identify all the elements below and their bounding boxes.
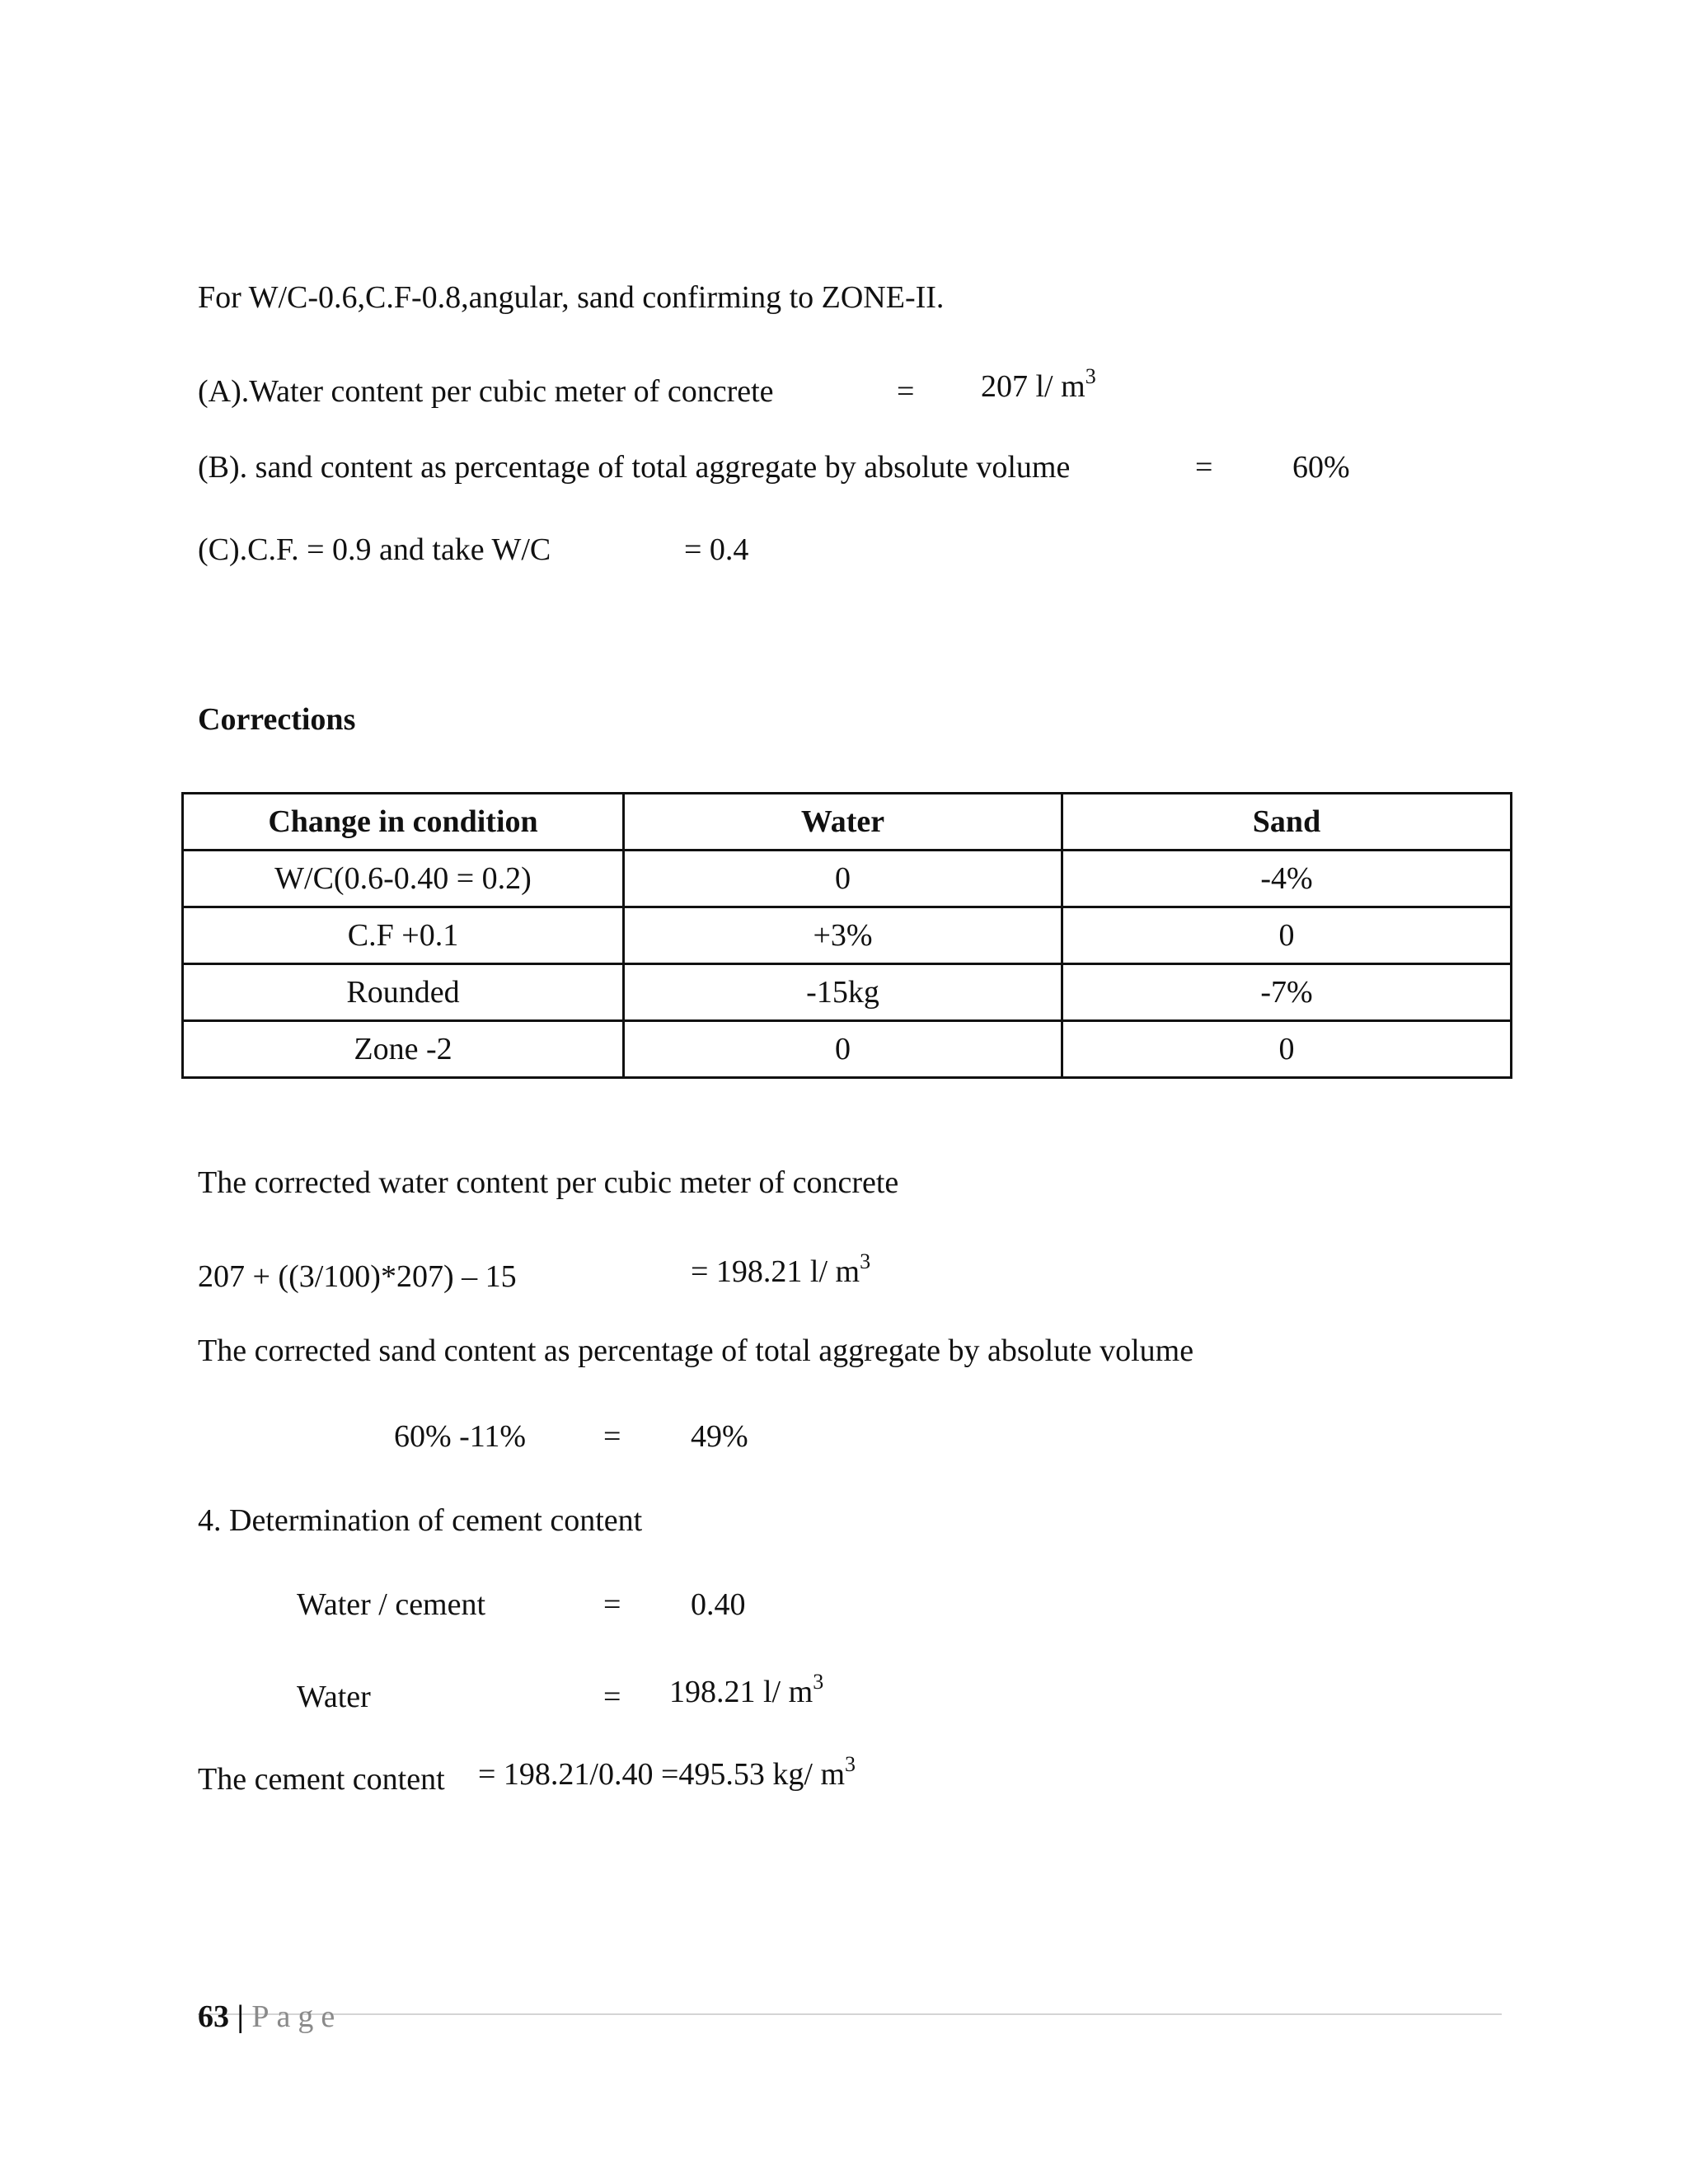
wc-value: 0.40	[691, 1587, 746, 1622]
line-b-label: (B). sand content as percentage of total aggregate by absolute volume	[198, 450, 1071, 485]
corrected-sand-equals: =	[603, 1419, 621, 1454]
line-a-value: 207 l/ $m^3$	[981, 364, 1096, 404]
cell-condition: Zone -2	[183, 1021, 624, 1078]
table-row	[183, 964, 1512, 1021]
water-equals: =	[603, 1680, 621, 1714]
table-row	[183, 907, 1512, 964]
header-water: Water	[624, 794, 1062, 851]
water-value: 198.21 l/ $m^3$	[669, 1670, 824, 1709]
cell-sand: -4%	[1062, 851, 1512, 907]
corrections-table	[181, 792, 1512, 1079]
table-row	[183, 851, 1512, 907]
cell-condition: Rounded	[183, 964, 624, 1021]
table-row	[183, 1021, 1512, 1078]
cell-water: -15kg	[624, 964, 1062, 1021]
header-change-in-condition: Change in condition	[183, 794, 624, 851]
cell-water: 0	[624, 851, 1062, 907]
cement-content-value: = 198.21/0.40 =495.53 kg/ $m^3$	[478, 1752, 856, 1792]
page-separator: |	[237, 1999, 244, 2034]
cell-water: +3%	[624, 907, 1062, 964]
page-word: Page	[251, 1999, 343, 2034]
cell-condition: W/C(0.6-0.40 = 0.2)	[183, 851, 624, 907]
line-c-label: (C).C.F. = 0.9 and take W/C	[198, 532, 551, 567]
wc-label: Water / cement	[297, 1587, 486, 1622]
cell-water: 0	[624, 1021, 1062, 1078]
cell-sand: -7%	[1062, 964, 1512, 1021]
wc-equals: =	[603, 1587, 621, 1622]
cell-sand: 0	[1062, 1021, 1512, 1078]
intro-text: For W/C-0.6,C.F-0.8,angular, sand confirming to ZONE-II.	[198, 280, 945, 315]
cement-heading: 4. Determination of cement content	[198, 1503, 643, 1538]
page-number: 63	[198, 1999, 229, 2034]
line-b-value: 60%	[1292, 450, 1350, 485]
cell-sand: 0	[1062, 907, 1512, 964]
water-label: Water	[297, 1680, 371, 1714]
line-b-equals: =	[1195, 450, 1213, 485]
line-a-equals: =	[897, 374, 915, 409]
corrected-sand-title: The corrected sand content as percentage of total aggregate by absolute volume	[198, 1333, 1194, 1368]
cell-condition: C.F +0.1	[183, 907, 624, 964]
corrected-water-value: = 198.21 l/ $m^3$	[691, 1249, 871, 1289]
line-c-value: = 0.4	[684, 532, 749, 567]
corrected-water-title: The corrected water content per cubic meter of concrete	[198, 1165, 899, 1200]
cement-content-label: The cement content	[198, 1762, 445, 1797]
header-sand: Sand	[1062, 794, 1512, 851]
corrected-water-formula: 207 + ((3/100)*207) – 15	[198, 1259, 517, 1294]
corrections-heading: Corrections	[198, 702, 356, 737]
corrected-sand-value: 49%	[691, 1419, 748, 1454]
footer-divider	[198, 2013, 1502, 2015]
page-footer	[198, 2001, 342, 2032]
line-a-label: (A).Water content per cubic meter of concrete	[198, 374, 774, 409]
table-header-row	[183, 794, 1512, 851]
corrected-sand-expression: 60% -11%	[394, 1419, 527, 1454]
